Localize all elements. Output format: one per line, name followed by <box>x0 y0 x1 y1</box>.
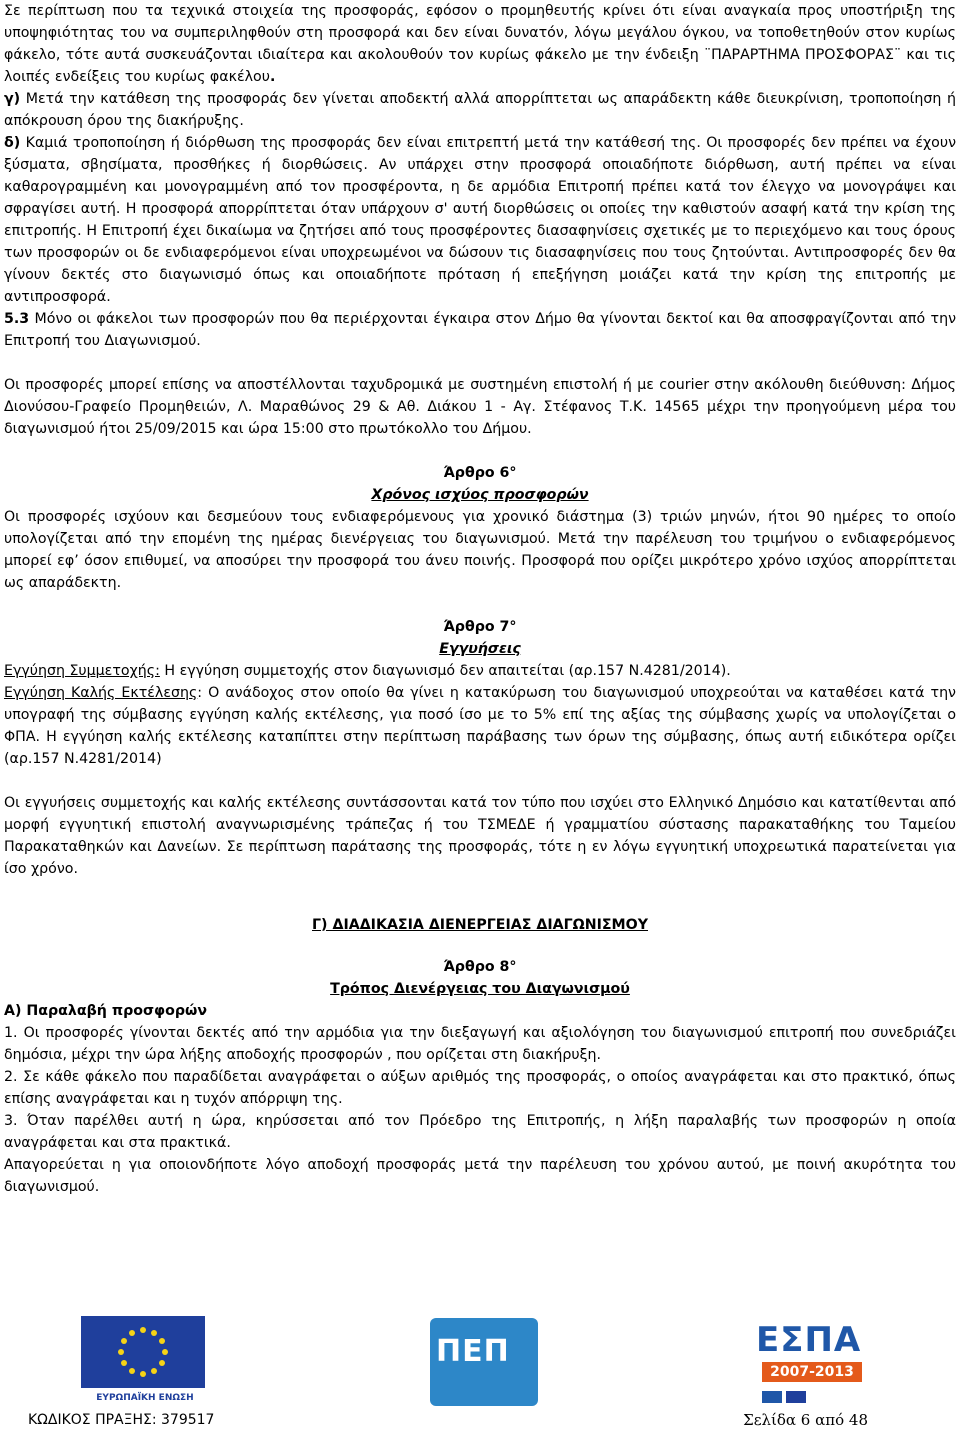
paragraph-courier: Οι προσφορές μπορεί επίσης να αποστέλλονται ταχυδρομικά με συστημένη επιστολή ή με courier στην ακόλουθη διεύθυνση: Δήμος Διονύσου-Γραφείο Προμηθειών, Λ. Μαραθώνος 29 & Αθ. Διάκου 1 - Αγ. Στέφανος Τ.Κ. 14565 μέχρι την προηγούμενη μέρα του διαγωνισμού ήτοι 25/09/2015 και ώρα 15:00 στο πρωτόκολλο του Δήμου. <box>4 377 956 437</box>
clause-5-3 <box>4 308 956 352</box>
guarantee-participation-label: Εγγύηση Συμμετοχής: <box>4 663 160 679</box>
pep-logo <box>430 1318 540 1408</box>
article-7-title: Άρθρο 7° <box>443 619 517 635</box>
greek-flag-icon <box>762 1391 782 1403</box>
guarantee-participation <box>4 660 956 682</box>
espa-flags-icon <box>762 1388 862 1400</box>
article-6-text: Οι προσφορές ισχύουν και δεσμεύουν τους ενδιαφερόμενους για χρονικό διάστημα (3) τριών μηνών, ήτοι 90 ημέρες το οποίο υπολογίζεται από την επομένη της ημέρας διενέργειας του διαγωνισμού. Μετά την παρέλευση του τριμήνου ο ενδιαφερόμενος μπορεί εφ’ όσον επιθυμεί, να αποσύρει την προσφορά του άνευ ποινής. Προσφορά που ορίζει μικρότερο χρόνο ισχύος απορρίπτεται ως απαράδεκτη. <box>4 509 956 591</box>
article-6-subtitle: Χρόνος ισχύος προσφορών <box>371 487 589 503</box>
article-6-title: Άρθρο 6° <box>443 465 517 481</box>
espa-logo <box>752 1318 872 1406</box>
list-item-2: 2. Σε κάθε φάκελο που παραδίδεται αναγράφεται ο αύξων αριθμός της προσφοράς, ο οποίος αναγράφεται και στο πρακτικό, όπως επίσης αναγράφεται και η τυχόν απόρριψη της. <box>4 1069 956 1107</box>
spacer <box>4 770 956 792</box>
paragraph-guarantees: Οι εγγυήσεις συμμετοχής και καλής εκτέλεσης συντάσσονται κατά τον τύπο που ισχύει στο Ελληνικό Δημόσιο και κατατίθενται από μορφή εγγυητική επιστολή αναγνωρισμένης τράπεζας ή του ΤΣΜΕΔΕ ή γραμματίου σύστασης παρακαταθήκης του Ταμείου Παρακαταθηκών και Δανείων. Σε περίπτωση παράτασης της προσφοράς, τότε η εν λόγω εγγυητική υποχρεωτικά παρατείνεται για ίσο χρόνο. <box>4 795 956 877</box>
clause-d-label: δ) <box>4 135 21 151</box>
clause-d-text: Καμιά τροποποίηση ή διόρθωση της προσφοράς δεν είναι επιτρεπτή μετά την κατάθεσή της. Οι προσφορές δεν πρέπει να έχουν ξύσματα, σβησίματα, προσθήκες ή διορθώσεις. Αν υπάρχει στην προσφορά οποιαδήποτε διόρθωση, αυτή πρέπει να είναι καθαρογραμμένη και μονογραμμένη από τον προσφέροντα, η δε αρμόδια Επιτροπή πρέπει κατά τον έλεγχο να μονογράψει και σφραγίσει αυτή. Η προσφορά απορρίπτεται όταν υπάρχουν σ' αυτή διορθώσεις οι οποίες την καθιστούν ασαφή κατά την κρίση της επιτροπής. Η Επιτροπή έχει δικαίωμα να ζητήσει από τους προσφέροντες διασαφηνίσεις σχετικές με το περιεχόμενο και τους όρους των προσφορών οι δε ενδιαφερόμενοι είναι υποχρεωμένοι να δώσουν τις διασαφηνίσεις που τους ζητούνται. Αντιπροσφορές δεν θα γίνουν δεκτές στο διαγωνισμό όπως και οποιαδήποτε πρόταση ή επεξήγηση μοιάζει κατά την κρίση της επιτροπής με αντιπροσφορά. <box>4 135 956 305</box>
espa-logo-text: ΕΣΠΑ <box>756 1320 862 1360</box>
article-7-subtitle: Εγγυήσεις <box>439 641 521 657</box>
guarantee-performance <box>4 682 956 770</box>
paragraph-technical-annex <box>4 0 956 88</box>
guarantee-participation-text: Η εγγύηση συμμετοχής στον διαγωνισμό δεν απαιτείται (αρ.157 Ν.4281/2014). <box>159 663 731 679</box>
page-number: Σελίδα 6 από 48 <box>743 1411 868 1429</box>
clause-5-3-text: Μόνο οι φάκελοι των προσφορών που θα περιέρχονται έγκαιρα στον Δήμο θα γίνονται δεκτοί και θα αποσφραγίζονται από την Επιτροπή του Διαγωνισμού. <box>4 311 956 349</box>
list-item-3: 3. Όταν παρέλθει αυτή η ώρα, κηρύσσεται από τον Πρόεδρο της Επιτροπής, η λήξη παραλαβής των προσφορών η οποία αναγράφεται και στα πρακτικά. <box>4 1113 956 1151</box>
receipt-heading: Α) Παραλαβή προσφορών <box>4 1003 208 1019</box>
spacer <box>4 352 956 374</box>
spacer <box>4 902 956 914</box>
eu-flag-small-icon <box>786 1391 806 1403</box>
clause-g-label: γ) <box>4 91 21 107</box>
section-g-heading: Γ) ΔΙΑΔΙΚΑΣΙΑ ΔΙΕΝΕΡΓΕΙΑΣ ΔΙΑΓΩΝΙΣΜΟΥ <box>312 917 648 933</box>
spacer <box>4 880 956 902</box>
guarantee-performance-label: Εγγύηση Καλής Εκτέλεσης <box>4 685 198 701</box>
clause-g <box>4 88 956 132</box>
paragraph-technical-annex-end: . <box>269 69 276 85</box>
spacer <box>4 594 956 616</box>
guarantee-performance-text: : Ο ανάδοχος στον οποίο θα γίνει η κατακύρωση του διαγωνισμού υποχρεούται να καταθέσει κατά την υπογραφή της σύμβασης εγγύηση καλής εκτέλεσης, για ποσό ίσο με το 5% επί της αξίας της σύμβασης χωρίς να υπολογίζεται ο ΦΠΑ. Η εγγύηση καλής εκτέλεσης καταπίπτει στην περίπτωση παράβασης των όρων της σύμβασης, όπως αυτή ειδικότερα ορίζει (αρ.157 Ν.4281/2014) <box>4 685 956 767</box>
eu-stars-icon <box>81 1316 205 1388</box>
eu-caption: ΕΥΡΩΠΑΪΚΗ ΕΝΩΣΗ <box>96 1393 194 1403</box>
eu-logo <box>75 1316 215 1408</box>
paragraph-technical-annex-text: Σε περίπτωση που τα τεχνικά στοιχεία της προσφοράς, εφόσον ο προμηθευτής κρίνει ότι είναι αναγκαία προς υποστήριξη της υποψηφιότητας του να συμπεριληφθούν στη προσφορά και δεν είναι δυνατόν, λόγω μεγάλου όγκου, να τοποθετηθούν στον κυρίως φάκελο, τότε αυτά συσκευάζονται ιδιαίτερα και ακολουθούν τον κυρίως φάκελο με την ένδειξη ¨ΠΑΡΑΡΤΗΜΑ ΠΡΟΣΦΟΡΑΣ¨ και τις λοιπές ενδείξεις του κυρίως φακέλου <box>4 3 956 85</box>
spacer <box>4 440 956 462</box>
paragraph-closing: Απαγορεύεται η για οποιονδήποτε λόγο αποδοχή προσφοράς μετά την παρέλευση του χρόνου αυτού, με ποινή ακυρότητα του διαγωνισμού. <box>4 1157 956 1195</box>
eu-flag-icon <box>81 1316 205 1388</box>
list-item-1: 1. Οι προσφορές γίνονται δεκτές από την αρμόδια για την διεξαγωγή και αξιολόγηση του διαγωνισμού επιτροπή που συνεδριάζει δημόσια, μέχρι την ώρα λήξης αποδοχής προσφορών , που ορίζεται στη διακήρυξη. <box>4 1025 956 1063</box>
clause-d <box>4 132 956 308</box>
clause-g-text: Μετά την κατάθεση της προσφοράς δεν γίνεται αποδεκτή αλλά απορρίπτεται ως απαράδεκτη κάθε διευκρίνιση, τροποποίηση ή απόκρουση όρου της διακήρυξης. <box>4 91 956 129</box>
article-8-title: Άρθρο 8° <box>443 959 517 975</box>
clause-5-3-label: 5.3 <box>4 311 30 327</box>
spacer <box>4 936 956 956</box>
article-8-subtitle: Τρόπος Διενέργειας του Διαγωνισμού <box>330 981 630 997</box>
footer-logos <box>0 1316 960 1408</box>
pep-logo-text: ΠΕΠ <box>436 1334 510 1369</box>
espa-logo-years: 2007-2013 <box>762 1362 862 1382</box>
project-code: ΚΩΔΙΚΟΣ ΠΡΑΞΗΣ: 379517 <box>28 1412 215 1428</box>
